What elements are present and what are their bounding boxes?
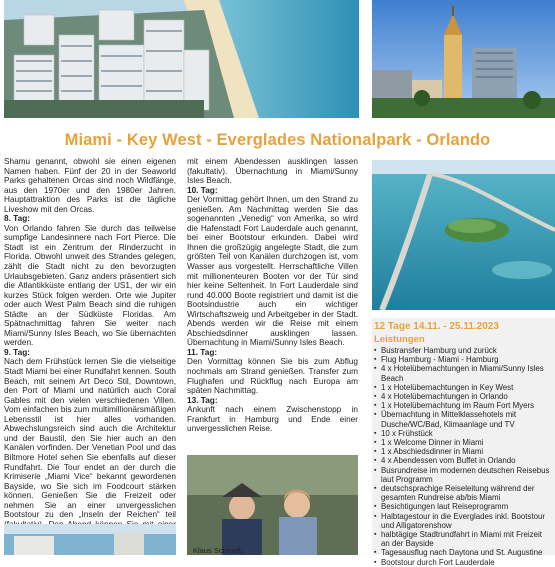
services-sidebar	[372, 318, 555, 567]
photo-miami-beach-aerial	[4, 0, 359, 118]
service-item: ▪ Bootstour durch Fort Lauderdale	[374, 558, 551, 567]
people-illustration	[187, 455, 358, 555]
day-heading-8: 8. Tag:	[4, 214, 30, 224]
tower-illustration	[372, 0, 555, 118]
photo-caption: Klaus Schmidt:	[193, 546, 244, 555]
service-item: ▪ Busrundreise im modernen deutschen Reisebus laut Programm	[374, 466, 551, 484]
photo-florida-keys-bridge	[372, 160, 555, 310]
service-item: ▪ halbtägige Stadtrundfahrt in Miami mit Freizeit an der Bayside	[374, 530, 551, 548]
service-item: ▪ Besichtigungen laut Reiseprogramm	[374, 502, 551, 511]
service-item: ▪ Übernachtung in Mittelklassehotels mit Dusche/WC/Bad, Klimaanlage und TV	[374, 410, 551, 428]
paragraph-day-11: Den Vormittag können Sie bis zum Abflug nochmals am Strand genießen. Transfer zum Flughafen und Rückflug nach Europa am späten Nachmittag.	[187, 357, 358, 396]
paragraph-day-9: Nach dem Frühstück lernen Sie die vielseitige Stadt Miami bei einer Rundfahrt kennen. South Beach, mit seinem Art Deco Stil, Downtown, den Port of Miami und natürlich auch Coral Gables mit den vielen verschiedenen Villen. Vom einfachen bis zum multimillionärsmäßigen Lebensstil ist hier alles vorhanden. Abwechslungsreich sind auch die Architektur und der Baustil, den Sie hier auch an den Kanälen vorfinden. Der Venetian Pool und das Biltmore Hotel sehen Sie ebenfalls auf dieser Rundfahrt. Die Tour endet an der durch die Krimiserie „Miami Vice“ bekannt gewordenen Bayside, wo Sie sich im Foodcourt stärken können. Genießen Sie die Freizeit oder nehmen Sie an einer unvergesslichen Bootstour zu den „Inseln der Reichen“ teil	[4, 357, 176, 520]
tour-dates: 12 Tage 14.11. - 25.11.2023	[374, 321, 499, 332]
service-item: ▪ Bustransfer Hamburg und zurück	[374, 346, 551, 355]
miami-beach-illustration	[4, 0, 359, 118]
paragraph-day-9-continued: mit einem Abendessen ausklingen lassen (fakultativ). Übernachtung in Miami/Sunny Isles Beach.	[187, 157, 358, 186]
keys-bridge-illustration	[372, 160, 555, 310]
service-item: ▪ Flug Hamburg - Miami - Hamburg	[374, 355, 551, 364]
photo-tour-guides	[187, 455, 358, 555]
service-item: ▪ deutschsprachige Reiseleitung während der gesamten Rundreise ab/bis Miami	[374, 484, 551, 502]
service-item: ▪ Tagesausflug nach Daytona und St. Augustine	[374, 548, 551, 557]
photo-freedom-tower	[372, 0, 555, 118]
services-list	[374, 346, 551, 567]
service-item: ▪ Halbtagestour in die Everglades inkl. Bootstour und Alligatorenshow	[374, 512, 551, 530]
paragraph-day-13: Ankunft nach einem Zwischenstopp in Frankfurt in Hamburg und Ende einer unvergesslichen Reise.	[187, 405, 358, 434]
service-item: ▪ 1 x Welcome Dinner in Miami	[374, 438, 551, 447]
services-heading: Leistungen	[374, 334, 425, 345]
bottom-left-illustration	[4, 524, 176, 555]
article-column-1	[4, 157, 176, 539]
service-item: ▪ 1 x Abschiedsdinner in Miami	[374, 447, 551, 456]
photo-bottom-left	[4, 524, 176, 555]
service-item: ▪ 4 x Hotelübernachtungen in Orlando	[374, 392, 551, 401]
day-heading-10: 10. Tag:	[187, 185, 218, 195]
article-headline: Miami - Key West - Everglades Nationalpark - Orlando	[64, 131, 491, 149]
article-column-2	[187, 157, 358, 434]
day-heading-11: 11. Tag:	[187, 347, 218, 357]
service-item: ▪ 1 x Hotelübernachtungen in Key West	[374, 383, 551, 392]
day-heading-13: 13. Tag:	[187, 395, 218, 405]
service-item: ▪ 10 x Frühstück	[374, 429, 551, 438]
paragraph-day-8: Von Orlando fahren Sie durch das teilweise sumpfige Landesinnere nach Fort Pierce. Die Stadt ist ein Zentrum der Rinderzucht in Florida. Obwohl unweit des Strandes gelegen, zählt die Stadt nicht zu den bevorzugten Urlaubsgebieten. Ganz anders präsentiert sich die Atlantikküste entlang der US1, der wir ein kurzes Stück folgen werden. Orte wie Jupiter oder auch West Palm Beach sind die ruhigen Städte an der Südküste Floridas. Am Spätnachmittag fahren Sie weiter nach Miami/Sunny Isles Beach, wo Sie übernachten werden.	[4, 223, 176, 348]
service-item: ▪ 4 x Hotelübernachtungen in Miami/Sunny Isles Beach	[374, 364, 551, 382]
service-item: ▪ 4 x Abendessen vom Buffet in Orlando	[374, 456, 551, 465]
paragraph-orcas: Shamu genannt, obwohl sie einen eigenen Namen haben. Fünf der 20 in der Seaworld Parks gehaltenen Orcas sind noch Wildfänge, aus den 1970er und den 1980er Jahren. Hauptattraktion des Parks ist die tägliche Liveshow mit den Orcas.	[4, 157, 176, 214]
service-item: ▪ 1 x Hotelübernachtung im Raum Fort Myers	[374, 401, 551, 410]
day-heading-9: 9. Tag:	[4, 347, 30, 357]
paragraph-day-10: Der Vormittag gehört Ihnen, um den Strand zu genießen. Am Nachmittag werden Sie das sogenannten „Venedig“ von Amerika, so wird die Hafenstadt Fort Lauderdale auch genannt, bei einer Bootstour erkunden. Dabei wird Ihnen die großzügig angelegte Stadt, die zum größten Teil von Kanälen durchzogen ist, vom Wasser aus vorgestellt. Herrschaftliche Villen mit millionenteuren Booten vor der Tür sind hier keine Seltenheit. In Fort Lauderdale sind rund 40.000 Boote registriert und damit ist die Bootsindustrie auch ein wichtiger Wirtschaftszweig und Arbeitgeber in der Stadt. Abends werden wir die Reise mit einem Abschiedsdinner ausklingen lassen. Übernachtung in Miami/Sunny Isles Beach.	[187, 195, 358, 348]
